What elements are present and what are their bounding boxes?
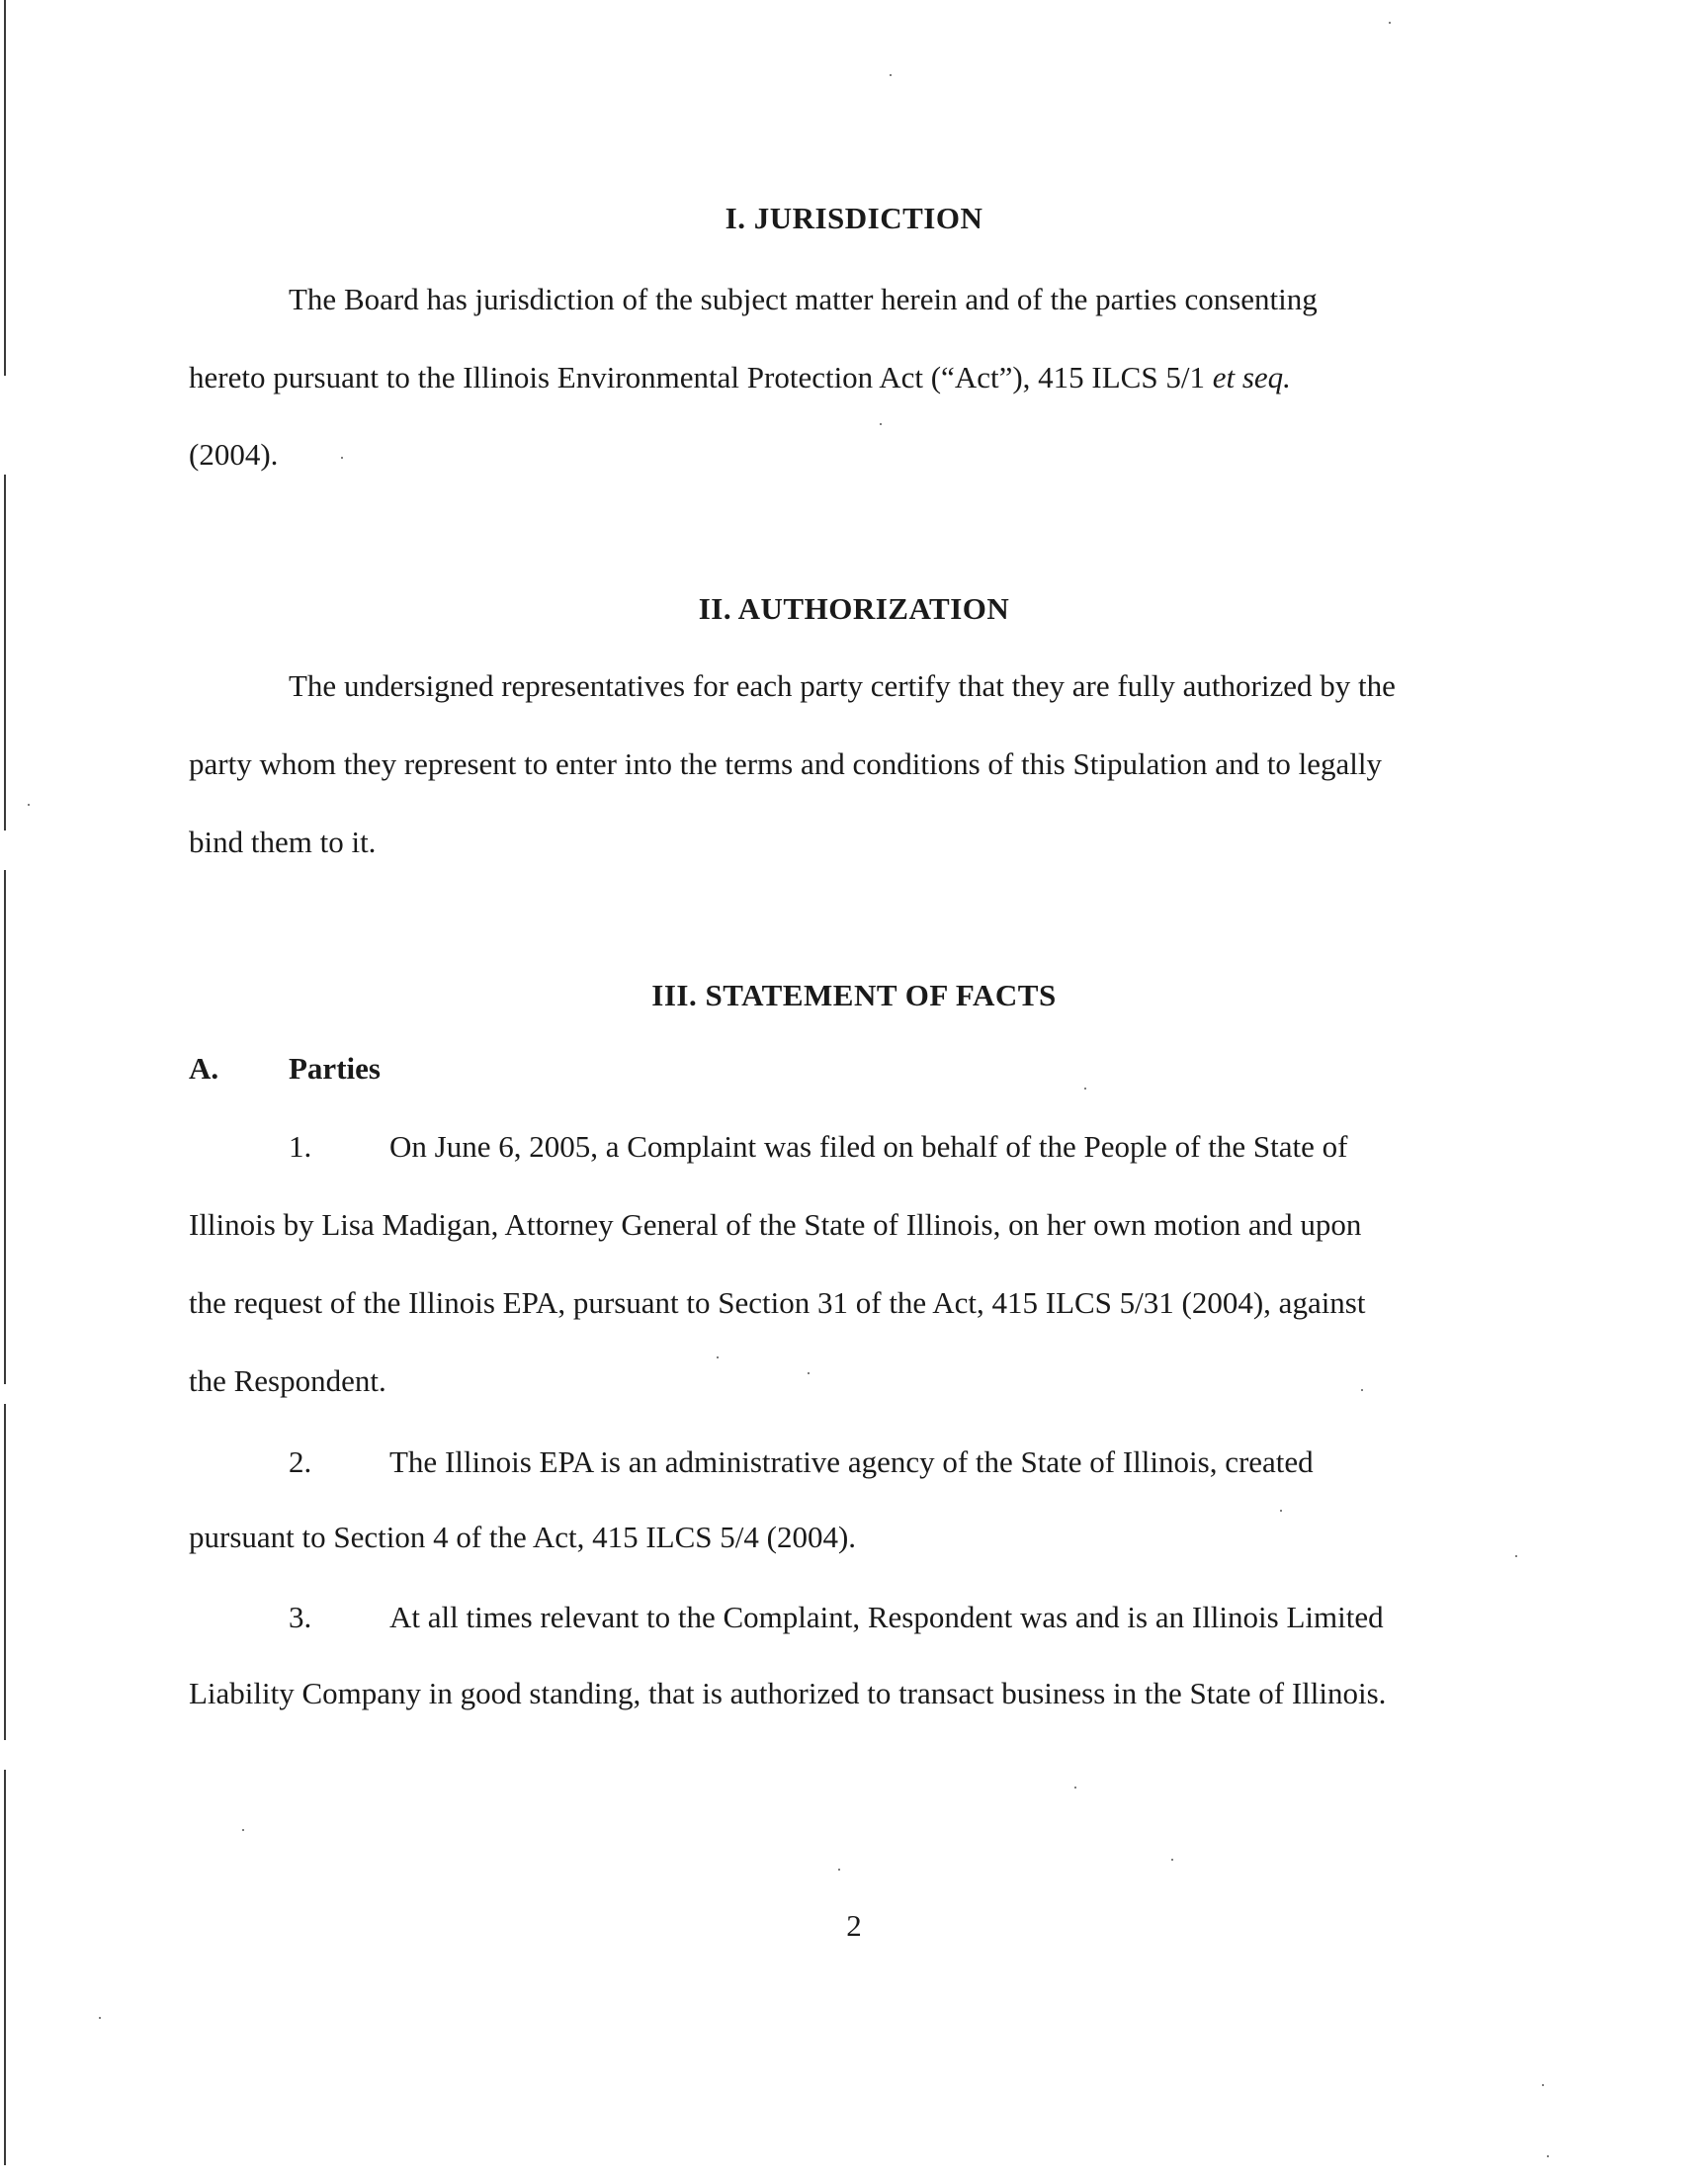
scan-speck (341, 457, 343, 459)
body-text-line: (2004). (189, 437, 279, 472)
body-text-line: At all times relevant to the Complaint, Respondent was and is an Illinois Limited (389, 1600, 1384, 1634)
scan-speck (808, 1372, 810, 1374)
body-text-line: Illinois by Lisa Madigan, Attorney General of the State of Illinois, on her own motion and upon (189, 1207, 1362, 1242)
scan-speck (242, 1829, 244, 1831)
scan-speck (838, 1869, 840, 1871)
subsection-title: Parties (289, 1051, 381, 1086)
body-text-line: On June 6, 2005, a Complaint was filed on behalf of the People of the State of (389, 1129, 1348, 1164)
section-heading-statement-of-facts: III. STATEMENT OF FACTS (651, 978, 1057, 1012)
scan-speck (28, 804, 30, 806)
paragraph-number: 1. (289, 1129, 312, 1164)
body-text-line: The undersigned representatives for each party certify that they are fully authorized by the (289, 668, 1396, 703)
body-text-line: bind them to it. (189, 825, 377, 859)
subsection-letter: A. (189, 1051, 219, 1086)
scan-edge-mark (4, 0, 6, 376)
scan-edge-mark (4, 1770, 6, 2165)
scan-edge-mark (4, 475, 6, 830)
body-text-segment: hereto pursuant to the Illinois Environmental Protection Act (“Act”), 415 ILCS 5/1 (189, 360, 1205, 394)
scan-speck (880, 423, 882, 425)
italic-citation: et seq. (1212, 360, 1291, 394)
body-text-line: The Board has jurisdiction of the subject matter herein and of the parties consenting (289, 282, 1318, 316)
body-text-line: party whom they represent to enter into the terms and conditions of this Stipulation and to legally (189, 746, 1383, 781)
body-text-line: Liability Company in good standing, that is authorized to transact business in the State of Illinois. (189, 1676, 1387, 1710)
scan-speck (1542, 2084, 1544, 2086)
scan-speck (1515, 1555, 1517, 1557)
scan-speck (1389, 22, 1391, 24)
section-heading-authorization: II. AUTHORIZATION (698, 591, 1010, 626)
scan-edge-mark (4, 870, 6, 1384)
scan-edge-mark (4, 1404, 6, 1740)
scan-speck (1280, 1510, 1282, 1512)
scan-speck (1361, 1389, 1363, 1391)
scan-speck (1171, 1859, 1173, 1861)
scan-speck (717, 1356, 719, 1358)
page-number: 2 (846, 1908, 862, 1943)
paragraph-number: 2. (289, 1444, 312, 1479)
body-text-line (189, 362, 1291, 393)
body-text-line: the Respondent. (189, 1363, 386, 1398)
scan-speck (1547, 2155, 1549, 2157)
scan-speck (1084, 1088, 1086, 1090)
section-heading-jurisdiction: I. JURISDICTION (725, 201, 983, 235)
scan-speck (99, 2017, 101, 2019)
body-text-line: The Illinois EPA is an administrative agency of the State of Illinois, created (389, 1444, 1314, 1479)
body-text-line: pursuant to Section 4 of the Act, 415 ILCS 5/4 (2004). (189, 1520, 857, 1554)
body-text-line: the request of the Illinois EPA, pursuant to Section 31 of the Act, 415 ILCS 5/31 (2004), against (189, 1285, 1366, 1320)
scan-speck (1074, 1787, 1076, 1789)
paragraph-number: 3. (289, 1600, 312, 1634)
scan-speck (890, 74, 892, 76)
